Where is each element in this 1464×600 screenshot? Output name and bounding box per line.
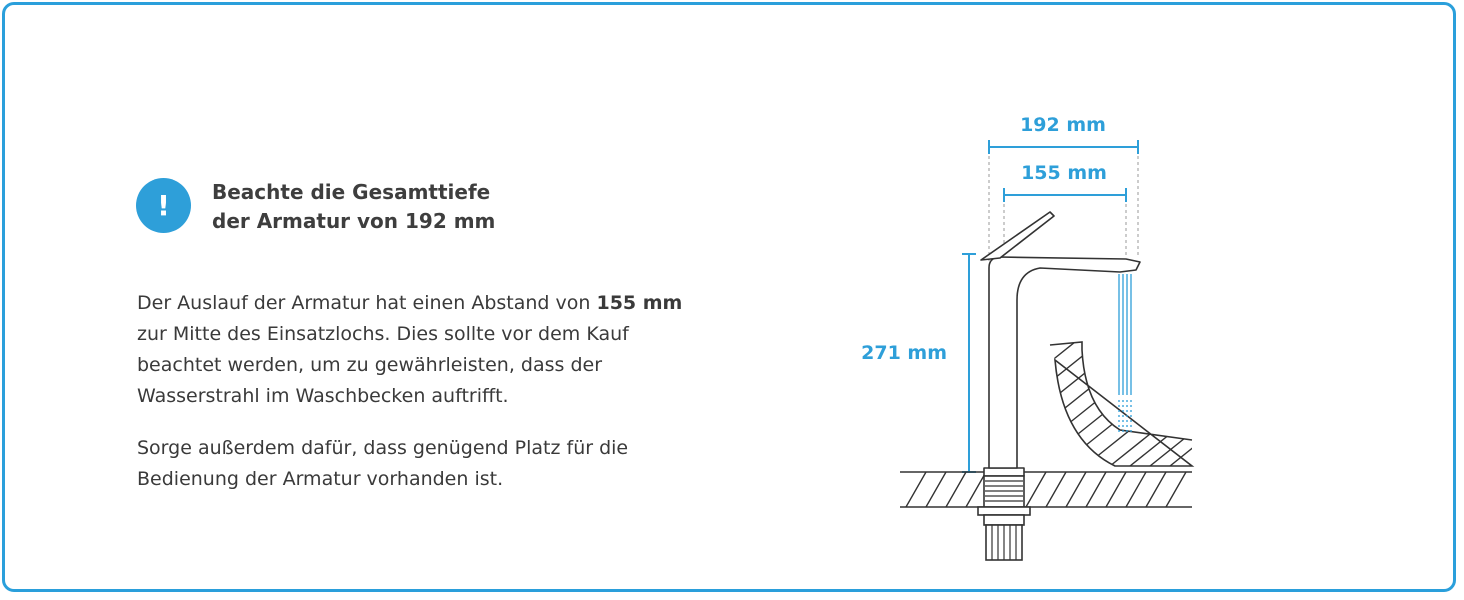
reach-dimension — [1004, 162, 1126, 202]
paragraph-text: Der Auslauf der Armatur hat einen Abstand von — [137, 292, 597, 314]
notice-title: Beachte die Gesamttiefe der Armatur von 192 mm — [212, 180, 496, 233]
paragraph-text-cont: zur Mitte des Einsatzlochs. Dies sollte vor dem Kauf beachtet werden, um zu gewährleisten, dass der Wasserstrahl im Waschbecken auftrifft. — [137, 323, 629, 407]
highlight-distance: 155 mm — [596, 292, 683, 314]
depth-label: 192 mm — [1020, 114, 1106, 136]
countertop — [900, 472, 1192, 507]
faucet-base — [984, 468, 1024, 476]
space-paragraph: Sorge außerdem dafür, dass genügend Platz für die Bedienung der Armatur vorhanden ist. — [137, 437, 629, 490]
faucet-body — [989, 257, 1140, 468]
reach-label: 155 mm — [1021, 162, 1107, 184]
exclamation-icon — [136, 178, 191, 233]
sink-basin — [1040, 330, 1200, 466]
height-label: 271 mm — [861, 342, 947, 364]
spout-distance-paragraph — [137, 288, 707, 412]
faucet-lever — [981, 212, 1054, 260]
faucet-dimension-diagram — [855, 100, 1200, 570]
water-stream — [1119, 274, 1131, 432]
exclamation-glyph: ! — [157, 189, 170, 222]
height-dimension — [861, 254, 976, 472]
mounting-fitting — [978, 476, 1030, 560]
depth-dimension — [989, 114, 1138, 154]
